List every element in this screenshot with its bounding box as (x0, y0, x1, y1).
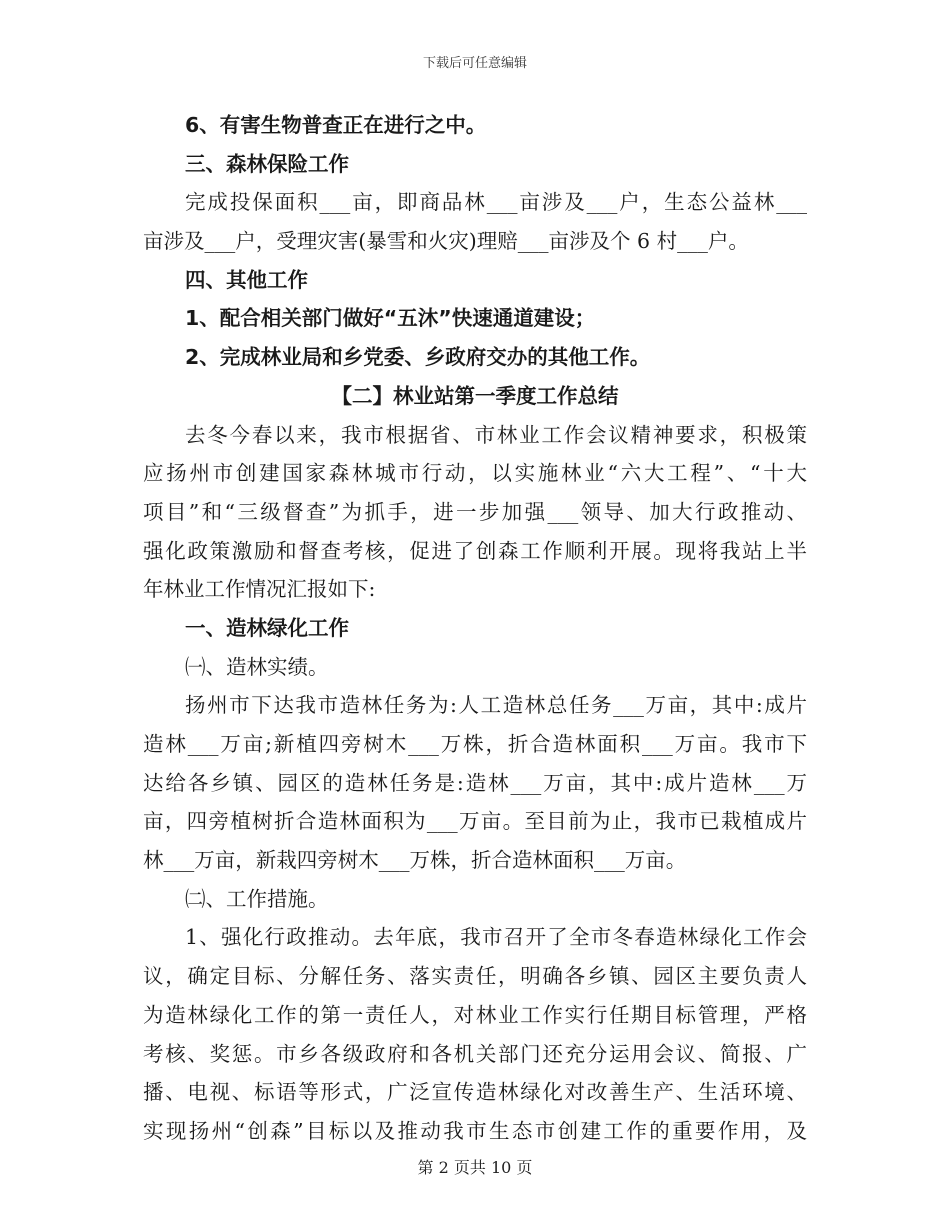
list-item: 2、完成林业局和乡党委、乡政府交办的其他工作。 (185, 345, 651, 370)
page-header: 下载后可任意编辑 (422, 56, 527, 71)
document-body (143, 106, 807, 1151)
section-heading: 四、其他工作 (185, 267, 308, 292)
list-item: 6、有害生物普查正在进行之中。 (185, 113, 487, 137)
paragraph-line: 强化政策激励和督查考核，促进了创森工作顺利开展。现将我站上半 (143, 538, 807, 563)
subsection-heading: ㈡、工作措施。 (185, 886, 329, 911)
paragraph-line: 林___万亩，新栽四旁树木___万株，折合造林面积___万亩。 (143, 848, 687, 873)
list-item: 1、配合相关部门做好“五沐”快速通道建设； (185, 306, 596, 331)
paragraph-line: 年林业工作情况汇报如下: (143, 577, 376, 602)
paragraph-line: 为造林绿化工作的第一责任人，对林业工作实行任期目标管理，严格 (143, 1002, 807, 1027)
paragraph-line: 考核、奖惩。市乡各级政府和各机关部门还充分运用会议、简报、广 (143, 1041, 807, 1066)
page-footer: 第 2 页共 10 页 (417, 1158, 533, 1177)
paragraph-line: 项目”和“三级督查”为抓手，进一步加强___领导、加大行政推动、 (143, 499, 807, 524)
paragraph-line: 亩，四旁植树折合造林面积为___万亩。至目前为止，我市已栽植成片 (143, 809, 807, 834)
paragraph-line: 1、强化行政推动。去年底，我市召开了全市冬春造林绿化工作会 (185, 925, 807, 950)
paragraph-line: 播、电视、标语等形式，广泛宣传造林绿化对改善生产、生活环境、 (143, 1080, 807, 1105)
paragraph-line: 达给各乡镇、园区的造林任务是:造林___万亩，其中:成片造林___万 (143, 770, 807, 795)
paragraph-line: 去冬今春以来，我市根据省、市林业工作会议精神要求，积极策 (185, 422, 807, 447)
section-heading: 三、森林保险工作 (185, 151, 349, 176)
paragraph-line: 议，确定目标、分解任务、落实责任，明确各乡镇、园区主要负责人 (143, 964, 807, 989)
subsection-heading: ㈠、造林实绩。 (185, 654, 329, 679)
paragraph-line: 应扬州市创建国家森林城市行动，以实施林业“六大工程”、“十大 (143, 461, 807, 486)
paragraph-line: 亩涉及___户，受理灾害(暴雪和火灾)理赔___亩涉及个 6 村___户。 (143, 229, 749, 254)
article-title: 【二】林业站第一季度工作总结 (331, 383, 619, 408)
paragraph-line: 造林___万亩;新植四旁树木___万株，折合造林面积___万亩。我市下 (143, 732, 807, 756)
paragraph-line: 完成投保面积___亩，即商品林___亩涉及___户，生态公益林___ (185, 190, 807, 215)
section-heading: 一、造林绿化工作 (185, 615, 349, 640)
paragraph-line: 扬州市下达我市造林任务为:人工造林总任务___万亩，其中:成片 (185, 693, 807, 718)
paragraph-line: 实现扬州“创森”目标以及推动我市生态市创建工作的重要作用，及 (143, 1118, 807, 1143)
